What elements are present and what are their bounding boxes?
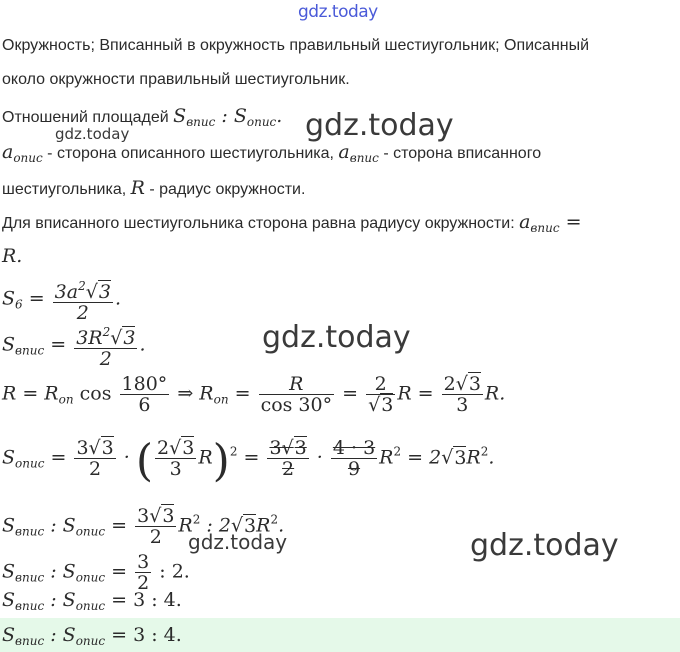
text-line: шестиугольника, R - радиус окружности. <box>2 177 306 199</box>
watermark: gdz.today <box>188 530 288 554</box>
text-line: Для вписанного шестиугольника сторона равна радиусу окружности: $a_{впис}$ = <box>2 211 582 235</box>
answer-box <box>0 618 680 652</box>
text-line <box>2 106 282 132</box>
text-line: R. <box>2 245 23 267</box>
text-line: около окружности правильный шестиугольник. <box>2 71 350 88</box>
math: $S_{впис}$ : $S_{опис}$. <box>173 105 283 129</box>
formula-s6: $S_6$ = $\frac{3a^2√3}{2}$ . <box>2 276 121 323</box>
formula-sopis: $S_{опис}$ = $\frac{3√3}{2}$ · ( $\frac{2√3}{3}$ R)$^2$ = $\frac{3√3}{2}$ · $\frac{4 \cdot 3}{9}$ $R^2 = 2√3R^2$. <box>2 435 495 487</box>
formula-svpis: $S_{впис}$ = $\frac{3R^2√3}{2}$ . <box>2 322 146 369</box>
formula-ron: $R = R_{on}$ cos $\frac{180^\circ}{6}$ ⇒ $R_{on}$ = $\frac{R}{\cos 30^\circ}$ = $\frac{2}{√3}$ R = $\frac{2√3}{3}$ R. <box>2 373 506 416</box>
watermark: gdz.today <box>55 125 130 143</box>
watermark: gdz.today <box>470 528 619 563</box>
text-fragment: Отношений площадей <box>2 109 174 126</box>
formula-ratio-1: $S_{впис}$ : $S_{опис}$ = $\frac{3√3}{2}$ $R^2$ : $2√3R^2$. <box>2 505 285 548</box>
watermark: gdz.today <box>262 320 411 355</box>
watermark: gdz.today <box>305 108 454 143</box>
text-line: Окружность; Вписанный в окружность правильный шестиугольник; Описанный <box>2 37 590 54</box>
formula-ratio-2: $S_{впис}$ : $S_{опис}$ = $\frac{3}{2}$ : 2. <box>2 551 190 594</box>
formula-ratio-3: $S_{впис}$ : $S_{опис} = 3$ : 4. <box>2 589 182 613</box>
watermark-top: gdz.today <box>298 2 378 22</box>
answer-formula: $S_{впис}$ : $S_{опис} = 3$ : 4. <box>2 624 182 648</box>
text-line: $a_{опис}$ - сторона описанного шестиугольника, $a_{впис}$ - сторона вписанного <box>2 141 542 165</box>
